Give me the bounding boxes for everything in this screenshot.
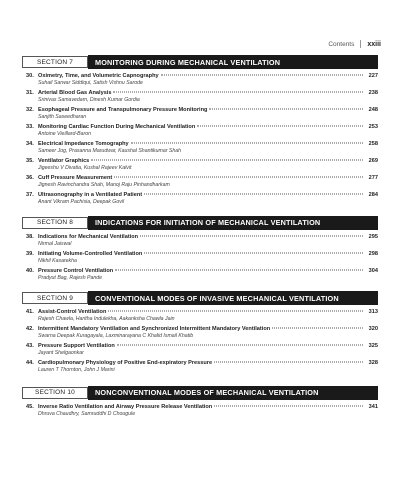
page-number: 313 <box>368 309 378 315</box>
chapter-number: 41. <box>26 309 34 315</box>
entry-line <box>22 158 378 165</box>
dot-leader <box>117 345 363 346</box>
toc-section <box>22 216 378 282</box>
toc-entry[interactable] <box>22 73 378 87</box>
section-header <box>22 386 378 400</box>
chapter-authors: Rajesh Chawla, Haritha Indulekha, Aakanksha Chawla Jain <box>38 316 175 322</box>
page-number: 298 <box>368 250 378 257</box>
chapter-authors: Dhruva Chaudhry, Samruddhi D Chougule <box>38 410 136 417</box>
entry-line <box>22 251 378 258</box>
chapter-title: Esophageal Pressure and Transpulmonary Pressure Monitoring <box>38 107 208 113</box>
section-header <box>22 216 378 230</box>
page-number: 227 <box>368 73 378 79</box>
section-header <box>22 291 378 305</box>
chapter-number: 33. <box>26 124 34 130</box>
entry-line <box>22 90 378 97</box>
entry-line <box>22 309 378 316</box>
chapter-number: 42. <box>26 326 34 332</box>
chapter-authors: Nikhil Kasarekha <box>38 257 77 264</box>
dot-leader <box>114 177 363 178</box>
chapter-number: 45. <box>26 403 34 410</box>
dot-leader <box>131 143 363 144</box>
entry-line <box>22 73 378 80</box>
chapter-title: Ventilator Graphics <box>38 158 90 164</box>
chapter-authors: Swarna Deepak Kuragayala, Laxminarayana C Khalid Ismail Khatib <box>38 333 194 339</box>
section-label: SECTION 9 <box>22 292 88 304</box>
chapter-title: Intermittent Mandatory Ventilation and Synchronized Intermittent Mandatory Ventilation <box>38 326 271 332</box>
dot-leader <box>91 160 363 161</box>
page-number: 248 <box>368 107 378 113</box>
entry-line <box>22 326 378 333</box>
entry-line <box>22 234 378 241</box>
header-divider <box>360 40 361 48</box>
chapter-authors: Anant Vikram Pachisia, Deepak Govil <box>38 199 125 205</box>
chapter-title: Assist-Control Ventilation <box>38 309 107 315</box>
chapter-authors: Sanjith Saseedharan <box>38 114 87 120</box>
toc-entry[interactable] <box>22 343 378 357</box>
dot-leader <box>209 109 363 110</box>
chapter-number: 37. <box>26 192 34 198</box>
chapter-title: Electrical Impedance Tomography <box>38 141 129 147</box>
chapter-title: Cardiopulmonary Physiology of Positive End-expiratory Pressure <box>38 360 213 366</box>
chapter-authors: Jayant Shelgaonkar <box>38 350 84 356</box>
toc-section <box>22 55 378 206</box>
chapter-authors: Jigeeshu V Divatia, Kushal Rajeev Kalvit <box>38 165 132 171</box>
section-label: SECTION 7 <box>22 56 88 68</box>
chapter-number: 36. <box>26 175 34 181</box>
page-number: 295 <box>368 233 378 240</box>
toc-entry[interactable] <box>22 326 378 340</box>
entry-line <box>22 404 378 411</box>
chapter-title: Ultrasonography in a Ventilated Patient <box>38 192 143 198</box>
header-page-number: xxiii <box>367 40 381 48</box>
dot-leader <box>272 328 363 329</box>
page-number: 258 <box>368 141 378 147</box>
chapter-number: 31. <box>26 90 34 96</box>
toc-entry[interactable] <box>22 404 378 418</box>
toc-entry[interactable] <box>22 175 378 189</box>
chapter-title: Monitoring Cardiac Function During Mechanical Ventilation <box>38 124 196 130</box>
chapter-authors: Sameer Jog, Prasanna Marudwar, Kaushal Shantikumar Shah <box>38 148 182 154</box>
entry-line <box>22 175 378 182</box>
chapter-title: Cuff Pressure Measurement <box>38 175 113 181</box>
section-label: SECTION 10 <box>22 387 88 399</box>
chapter-title: Pressure Support Ventilation <box>38 343 115 349</box>
chapter-title: Oximetry, Time, and Volumetric Capnography <box>38 73 159 79</box>
page-number: 328 <box>368 360 378 366</box>
chapter-authors: Nirmal Jaiswal <box>38 240 72 247</box>
page-number: 284 <box>368 192 378 198</box>
toc-entry[interactable] <box>22 192 378 206</box>
toc-entry[interactable] <box>22 309 378 323</box>
toc-section <box>22 386 378 418</box>
chapter-title: Initiating Volume-Controlled Ventilation <box>38 250 143 257</box>
chapter-number: 44. <box>26 360 34 366</box>
dot-leader <box>140 235 363 236</box>
chapter-number: 39. <box>26 250 34 257</box>
running-header <box>328 40 381 48</box>
page-number: 277 <box>368 175 378 181</box>
page-number: 304 <box>368 267 378 274</box>
page-number: 341 <box>368 403 378 410</box>
dot-leader <box>197 126 363 127</box>
entry-line <box>22 343 378 350</box>
toc-entry[interactable] <box>22 234 378 248</box>
dot-leader <box>144 194 363 195</box>
dot-leader <box>161 75 363 76</box>
page-number: 320 <box>368 326 378 332</box>
chapter-number: 30. <box>26 73 34 79</box>
section-header <box>22 55 378 69</box>
toc-entry[interactable] <box>22 90 378 104</box>
toc-entry[interactable] <box>22 107 378 121</box>
entry-line <box>22 107 378 114</box>
entry-line <box>22 360 378 367</box>
chapter-authors: Suhail Sarwar Siddiqui, Satish Vishnu Sarode <box>38 80 143 86</box>
chapter-authors: Lauren T Thornton, John J Marini <box>38 367 115 373</box>
table-of-contents <box>22 55 378 421</box>
chapter-number: 34. <box>26 141 34 147</box>
page-number: 238 <box>368 90 378 96</box>
header-label: Contents <box>328 40 355 48</box>
dot-leader <box>115 269 363 270</box>
entry-line <box>22 141 378 148</box>
dot-leader <box>214 362 363 363</box>
entry-line <box>22 124 378 131</box>
section-label: SECTION 8 <box>22 217 88 229</box>
chapter-number: 38. <box>26 233 34 240</box>
page-number: 253 <box>368 124 378 130</box>
page-number: 325 <box>368 343 378 349</box>
toc-section <box>22 291 378 374</box>
dot-leader <box>214 405 363 406</box>
chapter-authors: Srinivas Samavedam, Dinesh Kumar Gordia <box>38 97 140 103</box>
chapter-authors: Jignesh Ravinchandra Shah, Manoj Raju Pinhandharkam <box>38 182 170 188</box>
chapter-number: 35. <box>26 158 34 164</box>
toc-entry[interactable] <box>22 360 378 374</box>
entry-line <box>22 268 378 275</box>
dot-leader <box>108 311 363 312</box>
page-number: 269 <box>368 158 378 164</box>
toc-entry[interactable] <box>22 158 378 172</box>
chapter-authors: Pradyut Bag, Rajesh Pande <box>38 274 103 281</box>
chapter-title: Indications for Mechanical Ventilation <box>38 233 139 240</box>
section-title: CONVENTIONAL MODES OF INVASIVE MECHANICAL VENTILATION <box>88 291 378 305</box>
chapter-title: Arterial Blood Gas Analysis <box>38 90 112 96</box>
chapter-number: 32. <box>26 107 34 113</box>
chapter-authors: Antoine Vieillard-Baron <box>38 131 91 137</box>
section-title: INDICATIONS FOR INITIATION OF MECHANICAL VENTILATION <box>88 216 378 230</box>
entry-line <box>22 192 378 199</box>
chapter-title: Inverse Ratio Ventilation and Airway Pressure Release Ventilation <box>38 403 213 410</box>
toc-entry[interactable] <box>22 124 378 138</box>
chapter-number: 40. <box>26 267 34 274</box>
chapter-title: Pressure Control Ventilation <box>38 267 114 274</box>
toc-entry[interactable] <box>22 141 378 155</box>
dot-leader <box>113 92 363 93</box>
section-title: NONCONVENTIONAL MODES OF MECHANICAL VENTILATION <box>88 386 378 400</box>
section-title: MONITORING DURING MECHANICAL VENTILATION <box>88 55 378 69</box>
chapter-number: 43. <box>26 343 34 349</box>
toc-entry[interactable] <box>22 251 378 265</box>
toc-entry[interactable] <box>22 268 378 282</box>
dot-leader <box>144 252 363 253</box>
